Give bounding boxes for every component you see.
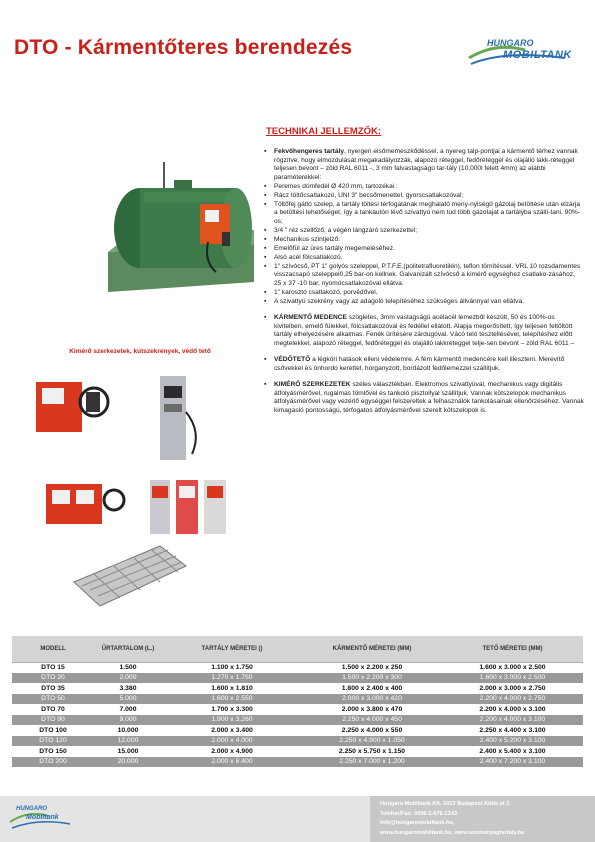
spec-item: ▪ 1" szívócső, PT 1" golyós szeleppel, P.T.F.E.(politetrafluoretilén), teflon tömítéssel. VRL 10 rozsdamentes visszacsapó szeleppel0,25 bar-on kellnek. Galvanizált szívócső a kimérő egységhez csatlako-zásához, 25 x 37 -10 bar, nyomócsatlakozóval ellátva.	[262, 263, 584, 289]
table-row: DTO 90 9.000 1.900 x 3.260 2.250 x 4.000 x 450 2.200 x 4.000 x 3.100	[12, 715, 583, 726]
spec-item: ▪ Mechanikus szintjelző.	[262, 236, 584, 245]
spec-item: ▪ Fekvőhengeres tartály, nyergen elsőmemeszkődéssel, a nyereg talp-pontjai a kármentő térhez vannak rögzítve, hogy elmozdulását megakadályozzák, alapozó réteggel, fedőréteggel és olajálló lakk-réteggel teljesen bevont – zöld RAL 6011 -, 3 mm falvastagságú tar-tály (10.000l felett 4mm) az alábbi paraméterekkel:	[262, 148, 584, 182]
page-header	[0, 0, 595, 86]
spec-item: ▪ Peremes dómfedél Ø 420 mm, tartozékai :	[262, 183, 584, 192]
company-logo	[465, 36, 583, 76]
spec-section-basin: ▪ KÁRMENTŐ MEDENCE szögletes, 3mm vastagságú acélacél lemezből készült, 50 és 100%-os kivitelben, emelő fülekkel, fölcsatlakozóval és fedéllel ellátott. Alapja megerősített, így teljesen feltöltött tartály elhelyezésére alkalmas. Fenék ürítésére zárdugóval. Vácó teló tesztellésével, telepítéshez előtt megtelekkel, alapozó réteggel, fedőréteggel és olajálló lakkréteggel telje-sen bevont – zöld RAL 6011 –	[262, 314, 584, 348]
column-header: MODELL	[12, 636, 94, 662]
spec-item: ▪ 1" karosztó csatlakozó, porvédővel.	[262, 289, 584, 298]
fuel-dispenser-photo-4	[146, 478, 230, 536]
roof-grate-photo	[64, 542, 190, 610]
technical-specs-text	[262, 148, 584, 416]
table-row: DTO 35 3.380 1.600 x 1.810 1.800 x 2.400 x 400 2.000 x 3.000 x 2.750	[12, 683, 583, 694]
spec-item: ▪ Töltőfej gátló szelep, a tartály töltési térfogatának meghalató meny-nyiségű gázolaj betöltése után elzárja a betöltési lehetőséget, így a tankautón lévő szivattyú nem tud több gázolajat a tartályba szállí-tani. 90%-os;	[262, 201, 584, 227]
spec-list	[262, 148, 584, 415]
table-row: DTO 15 1.500 1.100 x 1.750 1.500 x 2.200 x 250 1.600 x 3.000 x 2.500	[12, 662, 583, 673]
footer-contact-info	[380, 800, 590, 838]
spec-item: ▪ 3/4 " réz szellőző, a végén lángzáró szerkezettel;	[262, 227, 584, 236]
table-row: DTO 100 10.000 2.000 x 3.400 2.250 x 4.000 x 550 2.250 x 4.400 x 3.100	[12, 725, 583, 736]
column-header: TARTÁLY MÉRETEI ()	[162, 636, 302, 662]
logo-text-hungaro: HUNGARO	[487, 38, 534, 48]
spec-section-roof: ▪ VÉDŐTETŐ a légköri hatások elleni védelemre. A fém kármentő medencére kell illeszteni. Merevítő csővekkel és önhordó kerettel, horganyzott, bordázott fedőlemezzel szállítjuk.	[262, 356, 584, 373]
page-title: DTO - Kármentőteres berendezés	[14, 36, 353, 59]
images-caption: Kimérő szerkezetek, kútszekrények, védő tető	[69, 348, 211, 355]
column-header: TETŐ MÉRETEI (MM)	[442, 636, 583, 662]
column-header: ŰRTARTALOM (L.)	[94, 636, 162, 662]
table-row: DTO 20 2.000 1.270 x 1.750 1.500 x 2.200 x 300 1.600 x 3.000 x 2.500	[12, 673, 583, 684]
footer-email[interactable]: info@hungaromobiltank.hu,	[380, 820, 455, 826]
table-header-row	[12, 636, 583, 662]
spec-item: ▪ Alsó acél fölcsatlakozó.	[262, 254, 584, 263]
tank-photo	[104, 132, 256, 302]
fuel-dispenser-photo-2	[148, 372, 208, 464]
spec-item: ▪ Emelőfül az üres tartály megemeléséhez.	[262, 245, 584, 254]
spec-section-dispensers: ▪ KIMÉRŐ SZERKEZETEK széles választékban. Elektromos szivattyúval, mechanikus vagy digitális átfolyásmérővel, rugalmas tömlővel és tankoló pisztollyal szállítjuk. Vannak kötszelopok mechanikus átfolyásmérővel vagy vezérlő egységgel felszereltek a felhasználók tankolásainak ellenőrzéséhez. Vannak kimagasló pontosságú, térfogatos átfolyásmérővel szerelt kötszelopok is.	[262, 381, 584, 415]
technical-specs-title: TECHNIKAI JELLEMZŐK:	[266, 126, 382, 137]
footer-phone: Telefon/Fax: 0036-1-678-2143	[380, 810, 458, 817]
column-header: KÁRMENTŐ MÉRETEI (MM)	[302, 636, 442, 662]
page-footer	[0, 796, 595, 842]
fuel-dispenser-photo-3	[42, 474, 128, 532]
table-row: DTO 70 7.000 1.700 x 3.300 2.000 x 3.800 x 470 2.200 x 4.000 x 3.100	[12, 704, 583, 715]
fuel-dispenser-photo-1	[30, 372, 116, 444]
table-row: DTO 200 20.000 2.000 x 6.400 2.250 x 7.000 x 1.200 2.400 x 7.200 x 3.100	[12, 757, 583, 768]
spec-item: ▪ Rácz töltőcsatlakozó, UNI 3" becsőmenettel, gyorscsatlakozóval;	[262, 192, 584, 201]
table-row: DTO 50 5.000 1.600 x 2.550 2.000 x 3.000 x 420 2.200 x 4.000 x 2.750	[12, 694, 583, 705]
footer-websites[interactable]: www.hungaromobiltank.hu, www.uzemanyagtartaly.hu	[380, 829, 525, 836]
logo-text-mobiltank: MOBILTANK	[503, 49, 572, 61]
model-spec-table	[12, 636, 583, 767]
footer-logo: HUNGARO Mobiltank	[8, 806, 72, 832]
table-row: DTO 150 15.000 2.000 x 4.900 2.250 x 5.750 x 1.150 2.400 x 5.400 x 3.100	[12, 746, 583, 757]
footer-address: Hungaro Mobiltank Kft. 1013 Budapest Attila út 2.	[380, 801, 511, 807]
spec-item: ▪ A szivattyú szekrény vagy az adagoló telepítéséhez szükséges állvánnyal van ellátva.	[262, 298, 584, 307]
table-row: DTO 120 12.000 2.000 x 4.000 2.250 x 4.900 x 1.050 2.400 x 5.200 x 3.100	[12, 736, 583, 747]
